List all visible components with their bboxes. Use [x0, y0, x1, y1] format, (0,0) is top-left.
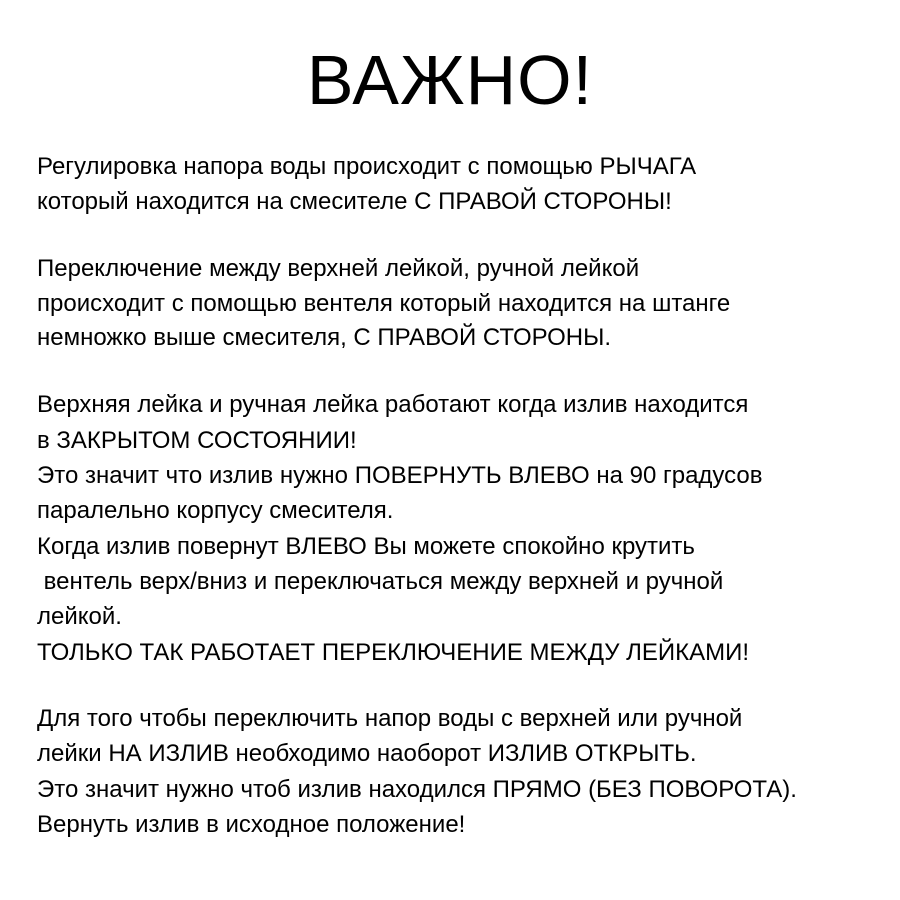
- text-line: происходит с помощью вентеля который находится на штанге: [37, 290, 731, 317]
- text-line: лейки НА ИЗЛИВ необходимо наоборот ИЗЛИВ ОТКРЫТЬ.: [37, 740, 697, 767]
- text-line: лейкой.: [37, 603, 122, 630]
- text-line: в ЗАКРЫТОМ СОСТОЯНИИ!: [37, 427, 357, 454]
- text-line: паралельно корпусу смесителя.: [37, 497, 394, 524]
- text-line: Регулировка напора воды происходит с помощью РЫЧАГА: [37, 153, 697, 180]
- page-title: ВАЖНО!: [306, 41, 594, 119]
- text-line: Верхняя лейка и ручная лейка работают когда излив находится: [37, 391, 749, 418]
- text-line: ТОЛЬКО ТАК РАБОТАЕТ ПЕРЕКЛЮЧЕНИЕ МЕЖДУ ЛЕЙКАМИ!: [37, 639, 750, 666]
- text-line: вентель верх/вниз и переключаться между верхней и ручной: [37, 568, 724, 595]
- text-line: Это значит что излив нужно ПОВЕРНУТЬ ВЛЕВО на 90 градусов: [37, 462, 763, 489]
- text-line: который находится на смесителе С ПРАВОЙ СТОРОНЫ!: [37, 188, 672, 215]
- text-line: Переключение между верхней лейкой, ручной лейкой: [37, 255, 640, 282]
- text-line: немножко выше смесителя, С ПРАВОЙ СТОРОНЫ.: [37, 324, 612, 351]
- text-line: Это значит нужно чтоб излив находился ПРЯМО (БЕЗ ПОВОРОТА).: [37, 776, 797, 803]
- text-line: Для того чтобы переключить напор воды с верхней или ручной: [37, 705, 743, 732]
- text-line: Когда излив повернут ВЛЕВО Вы можете спокойно крутить: [37, 533, 695, 560]
- text-line: Вернуть излив в исходное положение!: [37, 811, 466, 838]
